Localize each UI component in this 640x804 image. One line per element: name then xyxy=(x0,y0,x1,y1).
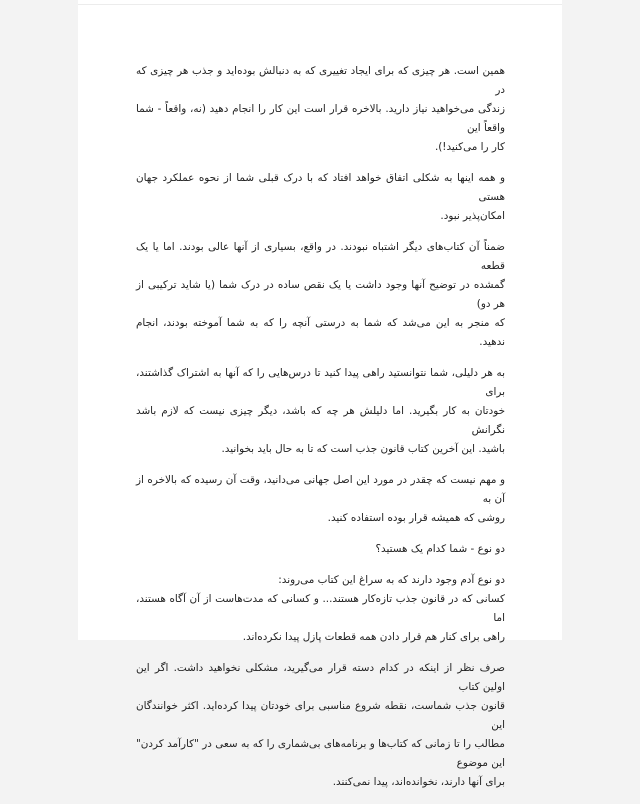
paragraph xyxy=(136,471,505,528)
paragraph xyxy=(136,364,505,459)
text-line: دو نوع - شما کدام یک هستید؟ xyxy=(375,543,505,555)
text-line: و مهم نیست که چقدر در مورد این اصل جهانی می‌دانید، وقت آن رسیده که بالاخره از آن به xyxy=(136,474,505,505)
text-line: که منجر به این می‌شد که شما به درستی آنچه را که به شما آموخته بودند، انجام ندهید. xyxy=(136,317,505,348)
text-line: به هر دلیلی، شما نتوانستید راهی پیدا کنید تا درس‌هایی را که آنها به اشتراک گذاشتند، برای xyxy=(136,367,505,398)
paragraph xyxy=(136,62,505,157)
paragraph xyxy=(136,169,505,226)
document-body xyxy=(136,62,505,804)
text-line: همین است. هر چیزی که برای ایجاد تغییری که به دنبالش بوده‌اید و جذب هر چیزی که در xyxy=(136,65,505,96)
paragraph xyxy=(136,659,505,792)
text-line: برای آنها دارند، نخوانده‌اند، پیدا نمی‌کنند. xyxy=(332,776,505,788)
paragraph xyxy=(136,238,505,352)
text-line: امکان‌پذیر نبود. xyxy=(440,210,505,222)
text-line: دو نوع آدم وجود دارند که به سراغ این کتاب می‌روند: xyxy=(278,574,505,586)
text-line: کار را می‌کنید!). xyxy=(434,141,505,153)
text-line: صرف نظر از اینکه در کدام دسته قرار می‌گیرید، مشکلی نخواهید داشت. اگر این اولین کتاب xyxy=(136,662,505,693)
text-line: مطالب را تا زمانی که کتاب‌ها و برنامه‌های بی‌شماری را که به سعی در "کارآمد کردن" این موضوع xyxy=(136,738,505,769)
paragraph xyxy=(136,571,505,647)
page-top-edge xyxy=(78,4,562,5)
text-line: راهی برای کنار هم قرار دادن همه قطعات پازل پیدا نکرده‌اند. xyxy=(242,631,505,643)
section-heading xyxy=(136,540,505,559)
text-line: باشید. این آخرین کتاب قانون جذب است که تا به حال باید بخوانید. xyxy=(221,443,505,455)
text-line: کسانی که در قانون جذب تازه‌کار هستند... و کسانی که مدت‌هاست از آن آگاه هستند، اما xyxy=(136,593,505,624)
text-line: روشی که همیشه قرار بوده استفاده کنید. xyxy=(327,512,505,524)
text-line: ضمناً آن کتاب‌های دیگر اشتباه نبودند. در واقع، بسیاری از آنها عالی بودند. اما یا یک قطعه xyxy=(136,241,505,272)
text-line: و همه اینها به شکلی اتفاق خواهد افتاد که با درک قبلی شما از نحوه عملکرد جهان هستی xyxy=(136,172,505,203)
text-line: زندگی می‌خواهید نیاز دارید. بالاخره قرار است این کار را انجام دهید (نه، واقعاً - شما واقعاً این xyxy=(136,103,505,134)
document-page xyxy=(78,0,562,788)
text-line: قانون جذب شماست، نقطه شروع مناسبی برای خودتان پیدا کرده‌اید. اکثر خوانندگان این xyxy=(136,700,505,731)
text-line: گمشده در توضیح آنها وجود داشت یا یک نقص ساده در درک شما (یا شاید ترکیبی از هر دو) xyxy=(136,279,505,310)
text-line: خودتان به کار بگیرید. اما دلیلش هر چه که باشد، دیگر چیزی نیست که لازم باشد نگرانش xyxy=(136,405,505,436)
